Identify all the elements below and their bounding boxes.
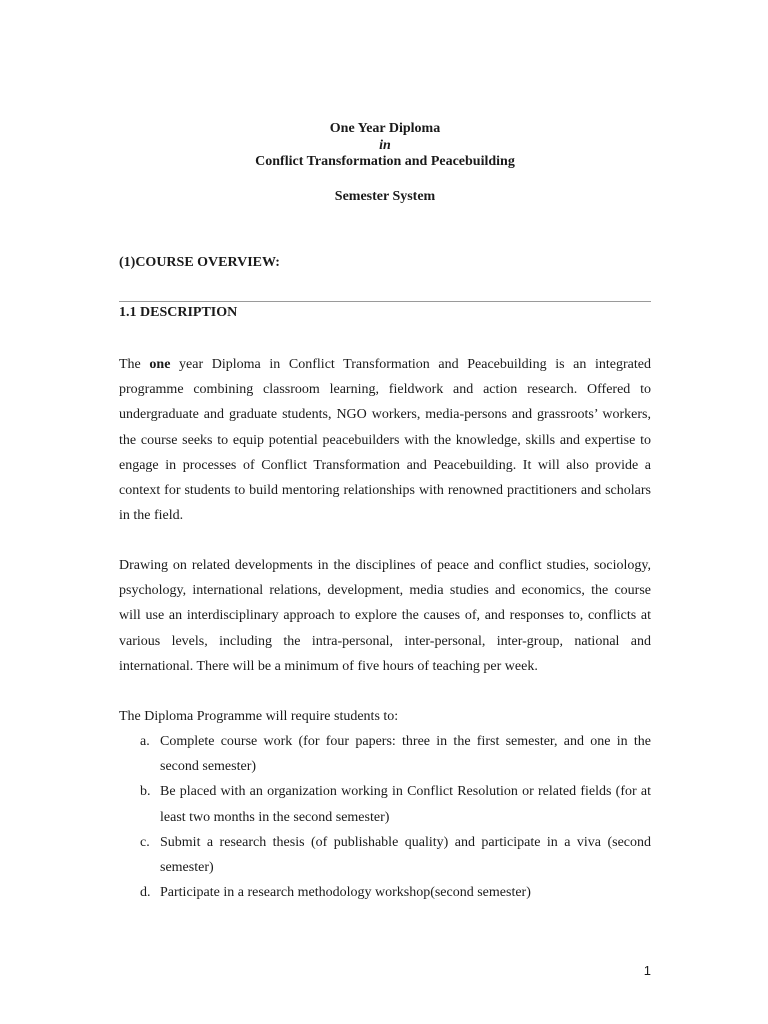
course-overview-heading: (1)COURSE OVERVIEW: (119, 255, 280, 270)
list-item-text: Participate in a research methodology workshop(second semester) (160, 885, 531, 901)
list-item-text: Submit a research thesis (of publishable quality) and participate in a viva (second semester) (160, 834, 651, 876)
title-line-2: in (379, 137, 391, 153)
p1-rest: year Diploma in Conflict Transformation and Peacebuilding is an integrated programme combining classroom learning, fieldwork and action research. Offered to undergraduate and graduate students, NGO workers, media-persons and grassroots’ workers, the course seeks to equip potential peacebuilders with the knowledge, skills and expertise to engage in processes of Conflict Transformation and Peacebuilding. It will also provide a context for students to build mentoring relationships with renowned practitioners and scholars in the field. (119, 357, 651, 524)
list-item (119, 779, 651, 829)
list-marker: c. (140, 834, 150, 850)
description-paragraph-2: Drawing on related developments in the disciplines of peace and conflict studies, sociology, psychology, international relations, development, media studies and economics, the course will use an interdisciplinary approach to explore the causes of, and responses to, conflicts at various levels, including the intra-personal, inter-personal, inter-group, national and international. There will be a minimum of five hours of teaching per week. (119, 558, 651, 674)
description-paragraph-1 (119, 352, 651, 528)
document-subtitle: Semester System (334, 188, 436, 204)
title-line-3: Conflict Transformation and Peacebuilding (255, 154, 515, 169)
list-marker: a. (140, 734, 150, 749)
list-item-text: Complete course work (for four papers: three in the first semester, and one in the second semester) (160, 734, 651, 775)
list-item (119, 830, 651, 880)
list-item (119, 729, 651, 779)
list-marker: d. (140, 885, 151, 901)
description-heading: 1.1 DESCRIPTION (119, 305, 238, 320)
requirements-intro: The Diploma Programme will require students to: (119, 709, 399, 724)
list-marker: b. (140, 784, 151, 800)
page-number: 1 (643, 963, 651, 978)
p1-bold-word: one (149, 357, 171, 372)
document-title-block (0, 121, 768, 205)
requirements-list (119, 729, 651, 905)
list-item (119, 880, 651, 905)
title-line-1: One Year Diploma (329, 121, 441, 136)
section-divider (119, 301, 651, 302)
list-item-text: Be placed with an organization working in Conflict Resolution or related fields (for at least two months in the second semester) (160, 784, 651, 825)
p1-prefix: The (119, 357, 150, 372)
